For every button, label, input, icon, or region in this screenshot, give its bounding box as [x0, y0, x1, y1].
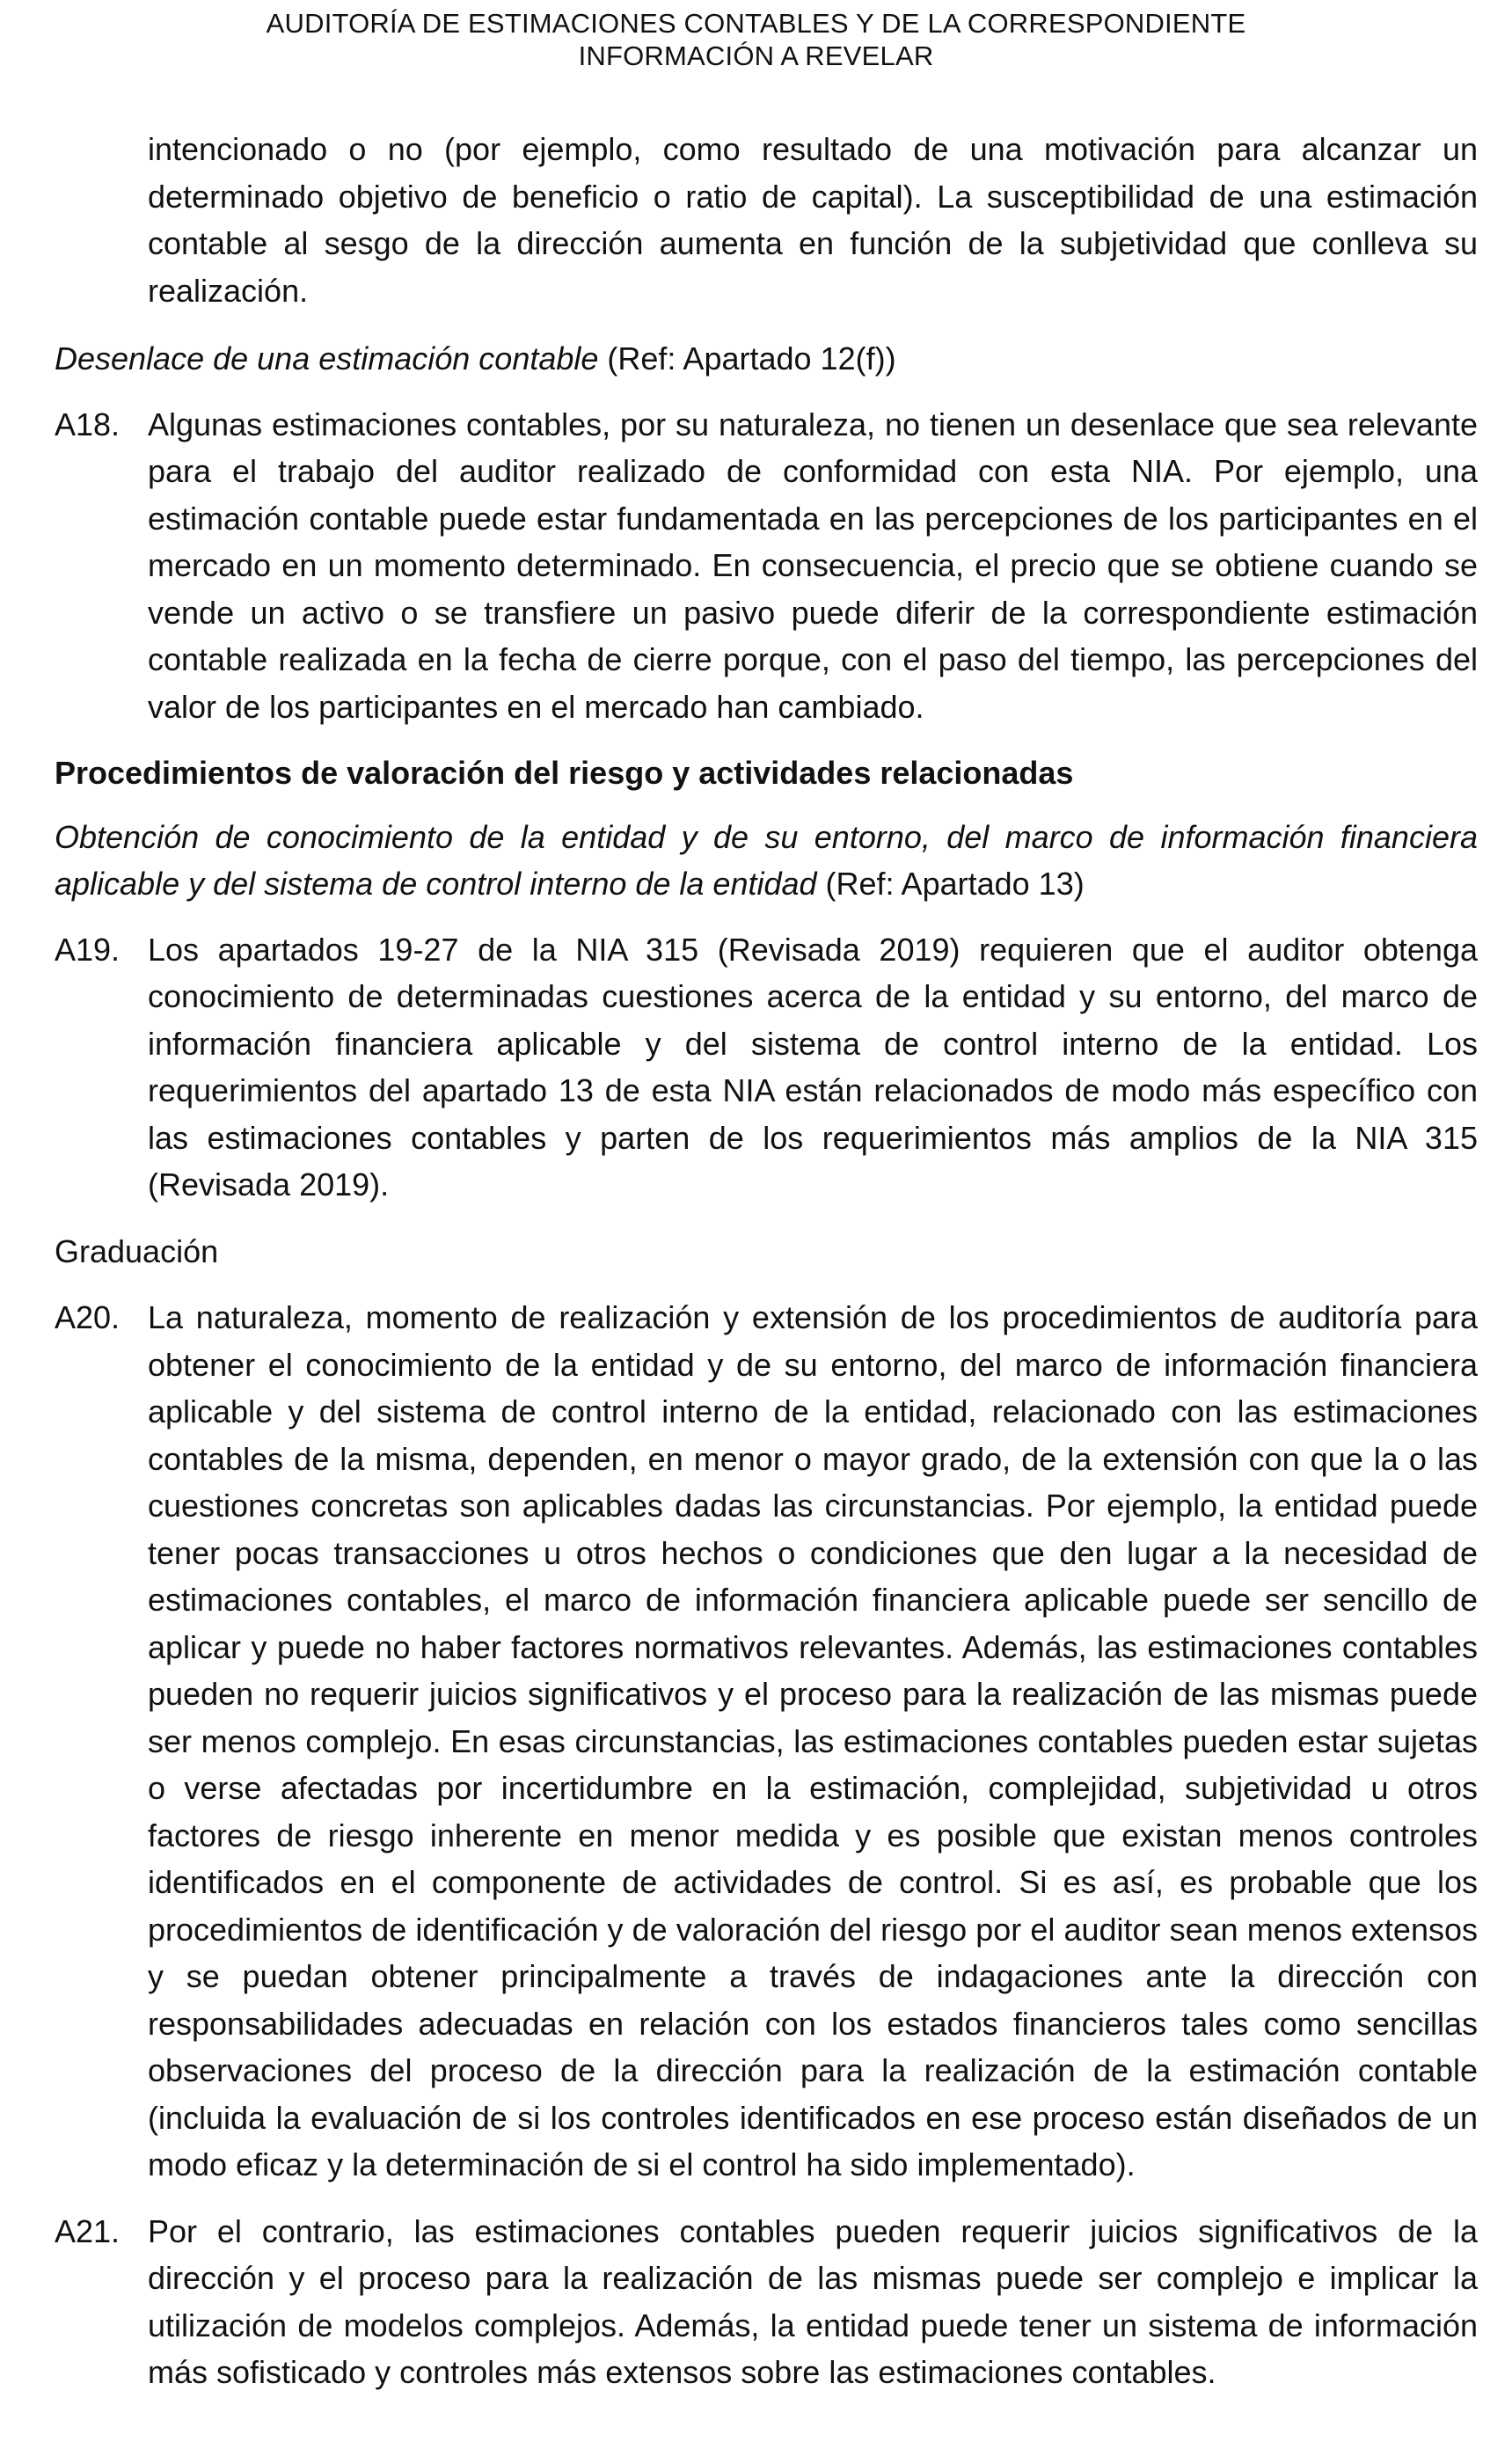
- section-heading-scaling: Graduación: [55, 1232, 219, 1269]
- paragraph-text: La naturaleza, momento de realización y extensión de los procedimientos de auditoría para obtener el conocimiento de la entidad y de su entorno, del marco de información financiera aplicable y del sistema de control interno de la entidad, relacionado con las estimaciones contables de la misma, dependen, en menor o mayor grado, de la extensión con que la o las cuestiones concretas son aplicables dadas las circunstancias. Por ejemplo, la entidad puede tener pocas transacciones u otros hechos o condiciones que den lugar a la necesidad de estimaciones contables, el marco de información financiera aplicable puede ser sencillo de aplicar y puede no haber factores normativos relevantes. Además, las estimaciones contables pueden no requerir juicios significativos y el proceso para la realización de las mismas puede ser menos complejo. En esas circunstancias, las estimaciones contables pueden estar sujetas o verse afectadas por incertidumbre en la estimación, complejidad, subjetividad u otros factores de riesgo inherente en menor medida y es posible que existan menos controles identificados en el componente de actividades de control. Si es así, es probable que los procedimientos de identificación y de valoración del riesgo por el auditor sean menos extensos y se puedan obtener principalmente a través de indagaciones ante la dirección con responsabilidades adecuadas en relación con los estados financieros tales como sencillas observaciones del proceso de la dirección para la realización de la estimación contable (incluida la evaluación de si los controles identificados en ese proceso están diseñados de un modo eficaz y la determinación de si el control ha sido implementado).: [148, 1299, 1478, 2182]
- paragraph-text: Los apartados 19-27 de la NIA 315 (Revisada 2019) requieren que el auditor obtenga conocimiento de determinadas cuestiones acerca de la entidad y su entorno, del marco de información financiera aplicable y del sistema de control interno de la entidad. Los requerimientos del apartado 13 de esta NIA están relacionados de modo más específico con las estimaciones contables y parten de los requerimientos más amplios de la NIA 315 (Revisada 2019).: [148, 931, 1478, 1203]
- section-heading-outcome-ref: (Ref: Apartado 12(f)): [598, 340, 896, 377]
- section-heading-knowledge-title: Obtención de conocimiento de la entidad y de su entorno, del marco de información financiera aplicable y del sistema de control interno de la entidad: [55, 818, 1478, 902]
- paragraph-number: A20.: [55, 1299, 121, 1335]
- paragraph-a19: [55, 926, 1478, 1209]
- section-heading-knowledge: [55, 814, 1478, 908]
- document-body: [55, 126, 1478, 2416]
- paragraph-number: A19.: [55, 931, 121, 968]
- header-line-1: AUDITORÍA DE ESTIMACIONES CONTABLES Y DE LA CORRESPONDIENTE: [266, 8, 1246, 39]
- paragraph-text: Por el contrario, las estimaciones contables pueden requerir juicios significativos de la dirección y el proceso para la realización de las mismas puede ser complejo e implicar la utilización de modelos complejos. Además, la entidad puede tener un sistema de información más sofisticado y controles más extensos sobre las estimaciones contables.: [148, 2212, 1478, 2390]
- paragraph-number: A18.: [55, 406, 121, 442]
- section-heading-risk: Procedimientos de valoración del riesgo y actividades relacionadas: [55, 755, 1074, 791]
- running-header: [0, 7, 1512, 72]
- paragraph-a20: [55, 1294, 1478, 2189]
- header-line-2: INFORMACIÓN A REVELAR: [578, 40, 934, 71]
- paragraph-text: Algunas estimaciones contables, por su naturaleza, no tienen un desenlace que sea relevante para el trabajo del auditor realizado de conformidad con esta NIA. Por ejemplo, una estimación contable puede estar fundamentada en las percepciones de los participantes en el mercado en un momento determinado. En consecuencia, el precio que se obtiene cuando se vende un activo o se transfiere un pasivo puede diferir de la correspondiente estimación contable realizada en la fecha de cierre porque, con el paso del tiempo, las percepciones del valor de los participantes en el mercado han cambiado.: [148, 406, 1478, 725]
- continuation-paragraph: intencionado o no (por ejemplo, como resultado de una motivación para alcanzar un determinado objetivo de beneficio o ratio de capital). La susceptibilidad de una estimación contable al sesgo de la dirección aumenta en función de la subjetividad que conlleva su realización.: [148, 131, 1478, 309]
- section-heading-outcome-title: Desenlace de una estimación contable: [55, 340, 599, 377]
- paragraph-number: A21.: [55, 2212, 121, 2249]
- paragraph-a21: [55, 2208, 1478, 2396]
- paragraph-a18: [55, 401, 1478, 731]
- section-heading-knowledge-ref: (Ref: Apartado 13): [816, 866, 1085, 902]
- section-heading-outcome: [55, 335, 1478, 383]
